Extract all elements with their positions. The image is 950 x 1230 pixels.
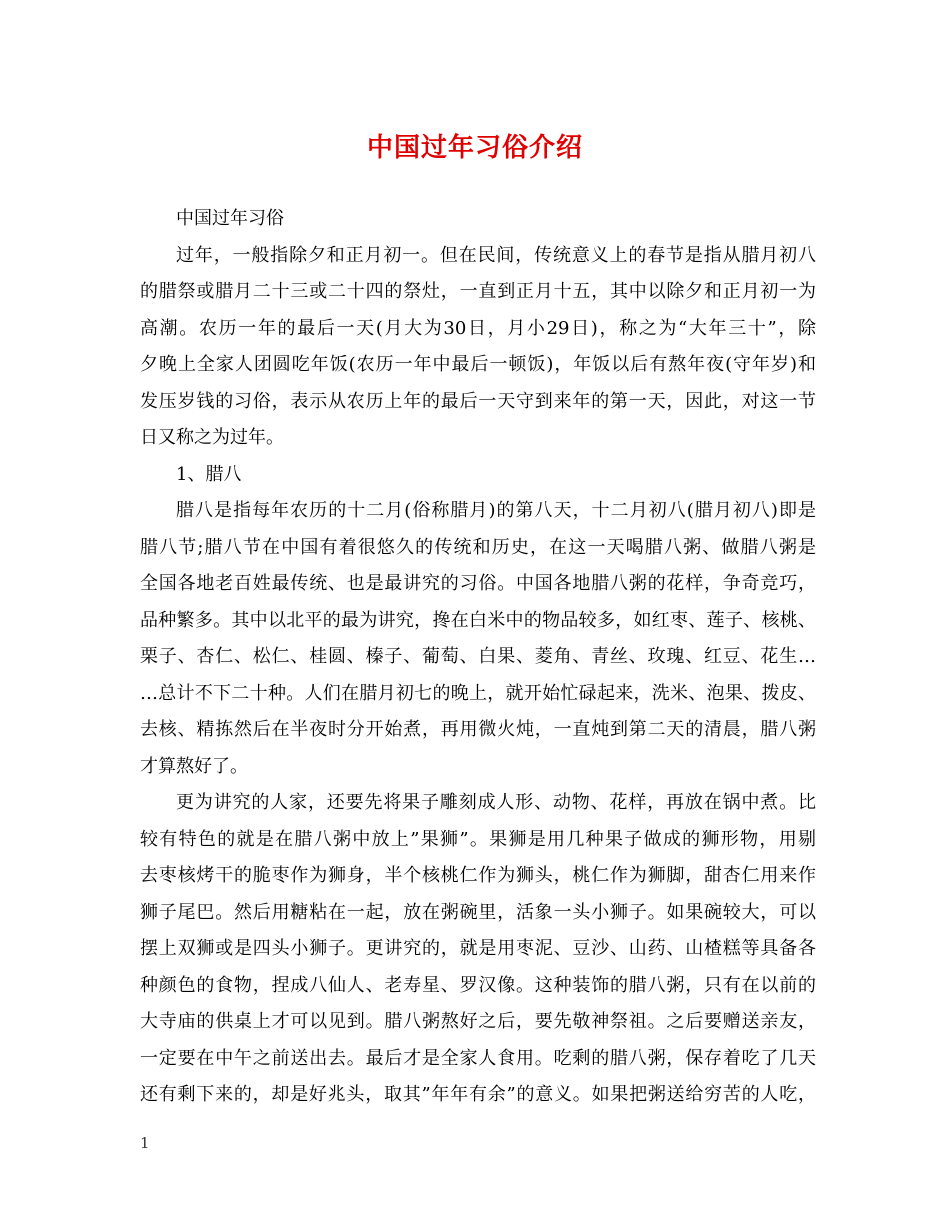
text-line: 品种繁多。其中以北平的最为讲究，搀在白米中的物品较多，如红枣、莲子、核桃、 [140,609,816,631]
text-line: 腊八节;腊八节在中国有着很悠久的传统和历史，在这一天喝腊八粥、做腊八粥是 [140,536,816,558]
text-line: 中国过年习俗 [176,208,284,229]
text-line: 更为讲究的人家，还要先将果子雕刻成人形、动物、花样，再放在锅中煮。比 [176,792,816,813]
text-line: 还有剩下来的，却是好兆头，取其”年年有余”的意义。如果把粥送给穷苦的人吃， [140,1084,816,1105]
text-line: 狮子尾巴。然后用糖粘在一起，放在粥碗里，活象一头小狮子。如果碗较大，可以 [140,901,816,923]
text-line: 夕晚上全家人团圆吃年饭(农历一年中最后一顿饭)，年饭以后有熬年夜(守年岁)和 [140,354,816,375]
page-number: 1 [140,1134,150,1152]
text-line: 的腊祭或腊月二十三或二十四的祭灶，一直到正月十五，其中以除夕和正月初一为 [140,281,816,302]
text-line: 一定要在中午之前送出去。最后才是全家人食用。吃剩的腊八粥，保存着吃了几天 [140,1047,816,1069]
text-line: 摆上双狮或是四头小狮子。更讲究的，就是用枣泥、豆沙、山药、山楂糕等具备各 [140,938,816,959]
document-body [140,201,816,1114]
text-line: 高潮。农历一年的最后一天(月大为30日，月小29日)，称之为“大年三十”，除 [140,317,816,339]
text-line: 去核、精拣然后在半夜时分开始煮，再用微火炖，一直炖到第二天的清晨，腊八粥 [140,719,816,740]
text-line: …总计不下二十种。人们在腊月初七的晚上，就开始忙碌起来，洗米、泡果、拨皮、 [140,682,816,704]
text-line: 腊八是指每年农历的十二月(俗称腊月)的第八天，十二月初八(腊月初八)即是 [176,500,816,521]
text-line: 全国各地老百姓最传统、也是最讲究的习俗。中国各地腊八粥的花样，争奇竞巧， [140,573,816,594]
text-line: 日又称之为过年。 [140,427,284,448]
text-line: 种颜色的食物，捏成八仙人、老寿星、罗汉像。这种装饰的腊八粥，只有在以前的 [140,974,816,996]
text-line: 过年，一般指除夕和正月初一。但在民间，传统意义上的春节是指从腊月初八 [176,244,816,266]
text-line: 才算熬好了。 [140,755,248,777]
text-line: 1、腊八 [176,463,242,485]
text-line: 较有特色的就是在腊八粥中放上”果狮”。果狮是用几种果子做成的狮形物，用剔 [140,828,816,850]
text-line: 发压岁钱的习俗，表示从农历上年的最后一天守到来年的第一天，因此，对这一节 [140,390,816,412]
text-line: 去枣核烤干的脆枣作为狮身，半个核桃仁作为狮头，桃仁作为狮脚，甜杏仁用来作 [140,865,816,886]
text-line: 栗子、杏仁、松仁、桂圆、榛子、葡萄、白果、菱角、青丝、玫瑰、红豆、花生… [140,646,816,667]
document-title: 中国过年习俗介绍 [366,133,583,163]
text-line: 大寺庙的供桌上才可以见到。腊八粥熬好之后，要先敬神祭祖。之后要赠送亲友， [140,1011,816,1032]
